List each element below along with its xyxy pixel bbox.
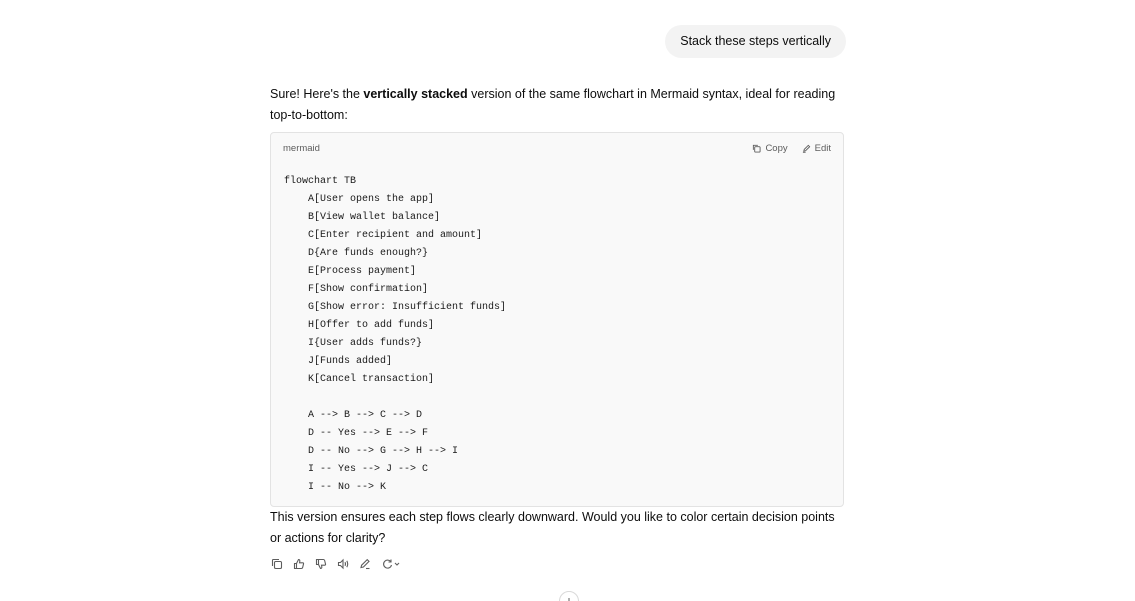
code-actions [752,138,831,159]
edit-icon [359,556,371,577]
code-line: flowchart TB [284,176,357,187]
thumbs-down-button[interactable] [314,559,328,573]
edit-in-canvas-button[interactable] [358,559,372,573]
code-line: E[Process payment] [284,266,417,277]
thumbs-down-icon [315,556,327,577]
intro-text-end: version of the same flowchart in Mermaid syntax, ideal for reading top-to-bottom: [270,87,836,122]
regenerate-icon [381,556,401,577]
code-line: D{Are funds enough?} [284,248,429,259]
code-line: C[Enter recipient and amount] [284,230,483,241]
user-message-row [270,0,846,58]
code-content [271,163,843,497]
code-line: I -- Yes --> J --> C [284,464,429,475]
thumbs-up-icon [293,556,305,577]
code-block-header [271,133,843,163]
code-line: I{User adds funds?} [284,338,423,349]
message-actions-toolbar [270,557,846,575]
edit-icon [802,144,811,153]
code-line: D -- No --> G --> H --> I [284,446,459,457]
code-block [270,132,844,507]
intro-text-start: Sure! Here's the [270,87,364,101]
read-aloud-button[interactable] [336,559,350,573]
user-message-bubble: Stack these steps vertically [665,25,846,58]
edit-label: Edit [814,142,831,154]
code-line: D -- Yes --> E --> F [284,428,429,439]
code-line: F[Show confirmation] [284,284,429,295]
assistant-message [270,84,846,575]
thumbs-up-button[interactable] [292,559,306,573]
code-line: K[Cancel transaction] [284,374,435,385]
copy-code-button[interactable] [752,138,787,159]
scroll-down-button[interactable] [559,591,579,601]
edit-code-button[interactable] [802,138,831,159]
copy-label: Copy [765,142,788,154]
code-line: A[User opens the app] [284,194,435,205]
code-line [284,389,829,407]
copy-icon [752,144,761,153]
read-aloud-icon [337,556,350,577]
intro-bold-text: vertically stacked [363,87,468,101]
assistant-closing: This version ensures each step flows clearly downward. Would you like to color certain decision points or actions for clarity? [270,510,835,545]
code-line: I -- No --> K [284,482,387,493]
code-language-label: mermaid [283,142,320,154]
code-line: G[Show error: Insufficient funds] [284,302,507,313]
assistant-intro [270,84,846,126]
code-line: A --> B --> C --> D [284,410,423,421]
code-line: B[View wallet balance] [284,212,441,223]
copy-icon [271,556,283,577]
conversation-column [270,0,846,575]
code-line: J[Funds added] [284,356,393,367]
regenerate-button[interactable] [380,559,402,573]
code-line: H[Offer to add funds] [284,320,435,331]
copy-message-button[interactable] [270,559,284,573]
arrow-down-icon [565,592,573,601]
